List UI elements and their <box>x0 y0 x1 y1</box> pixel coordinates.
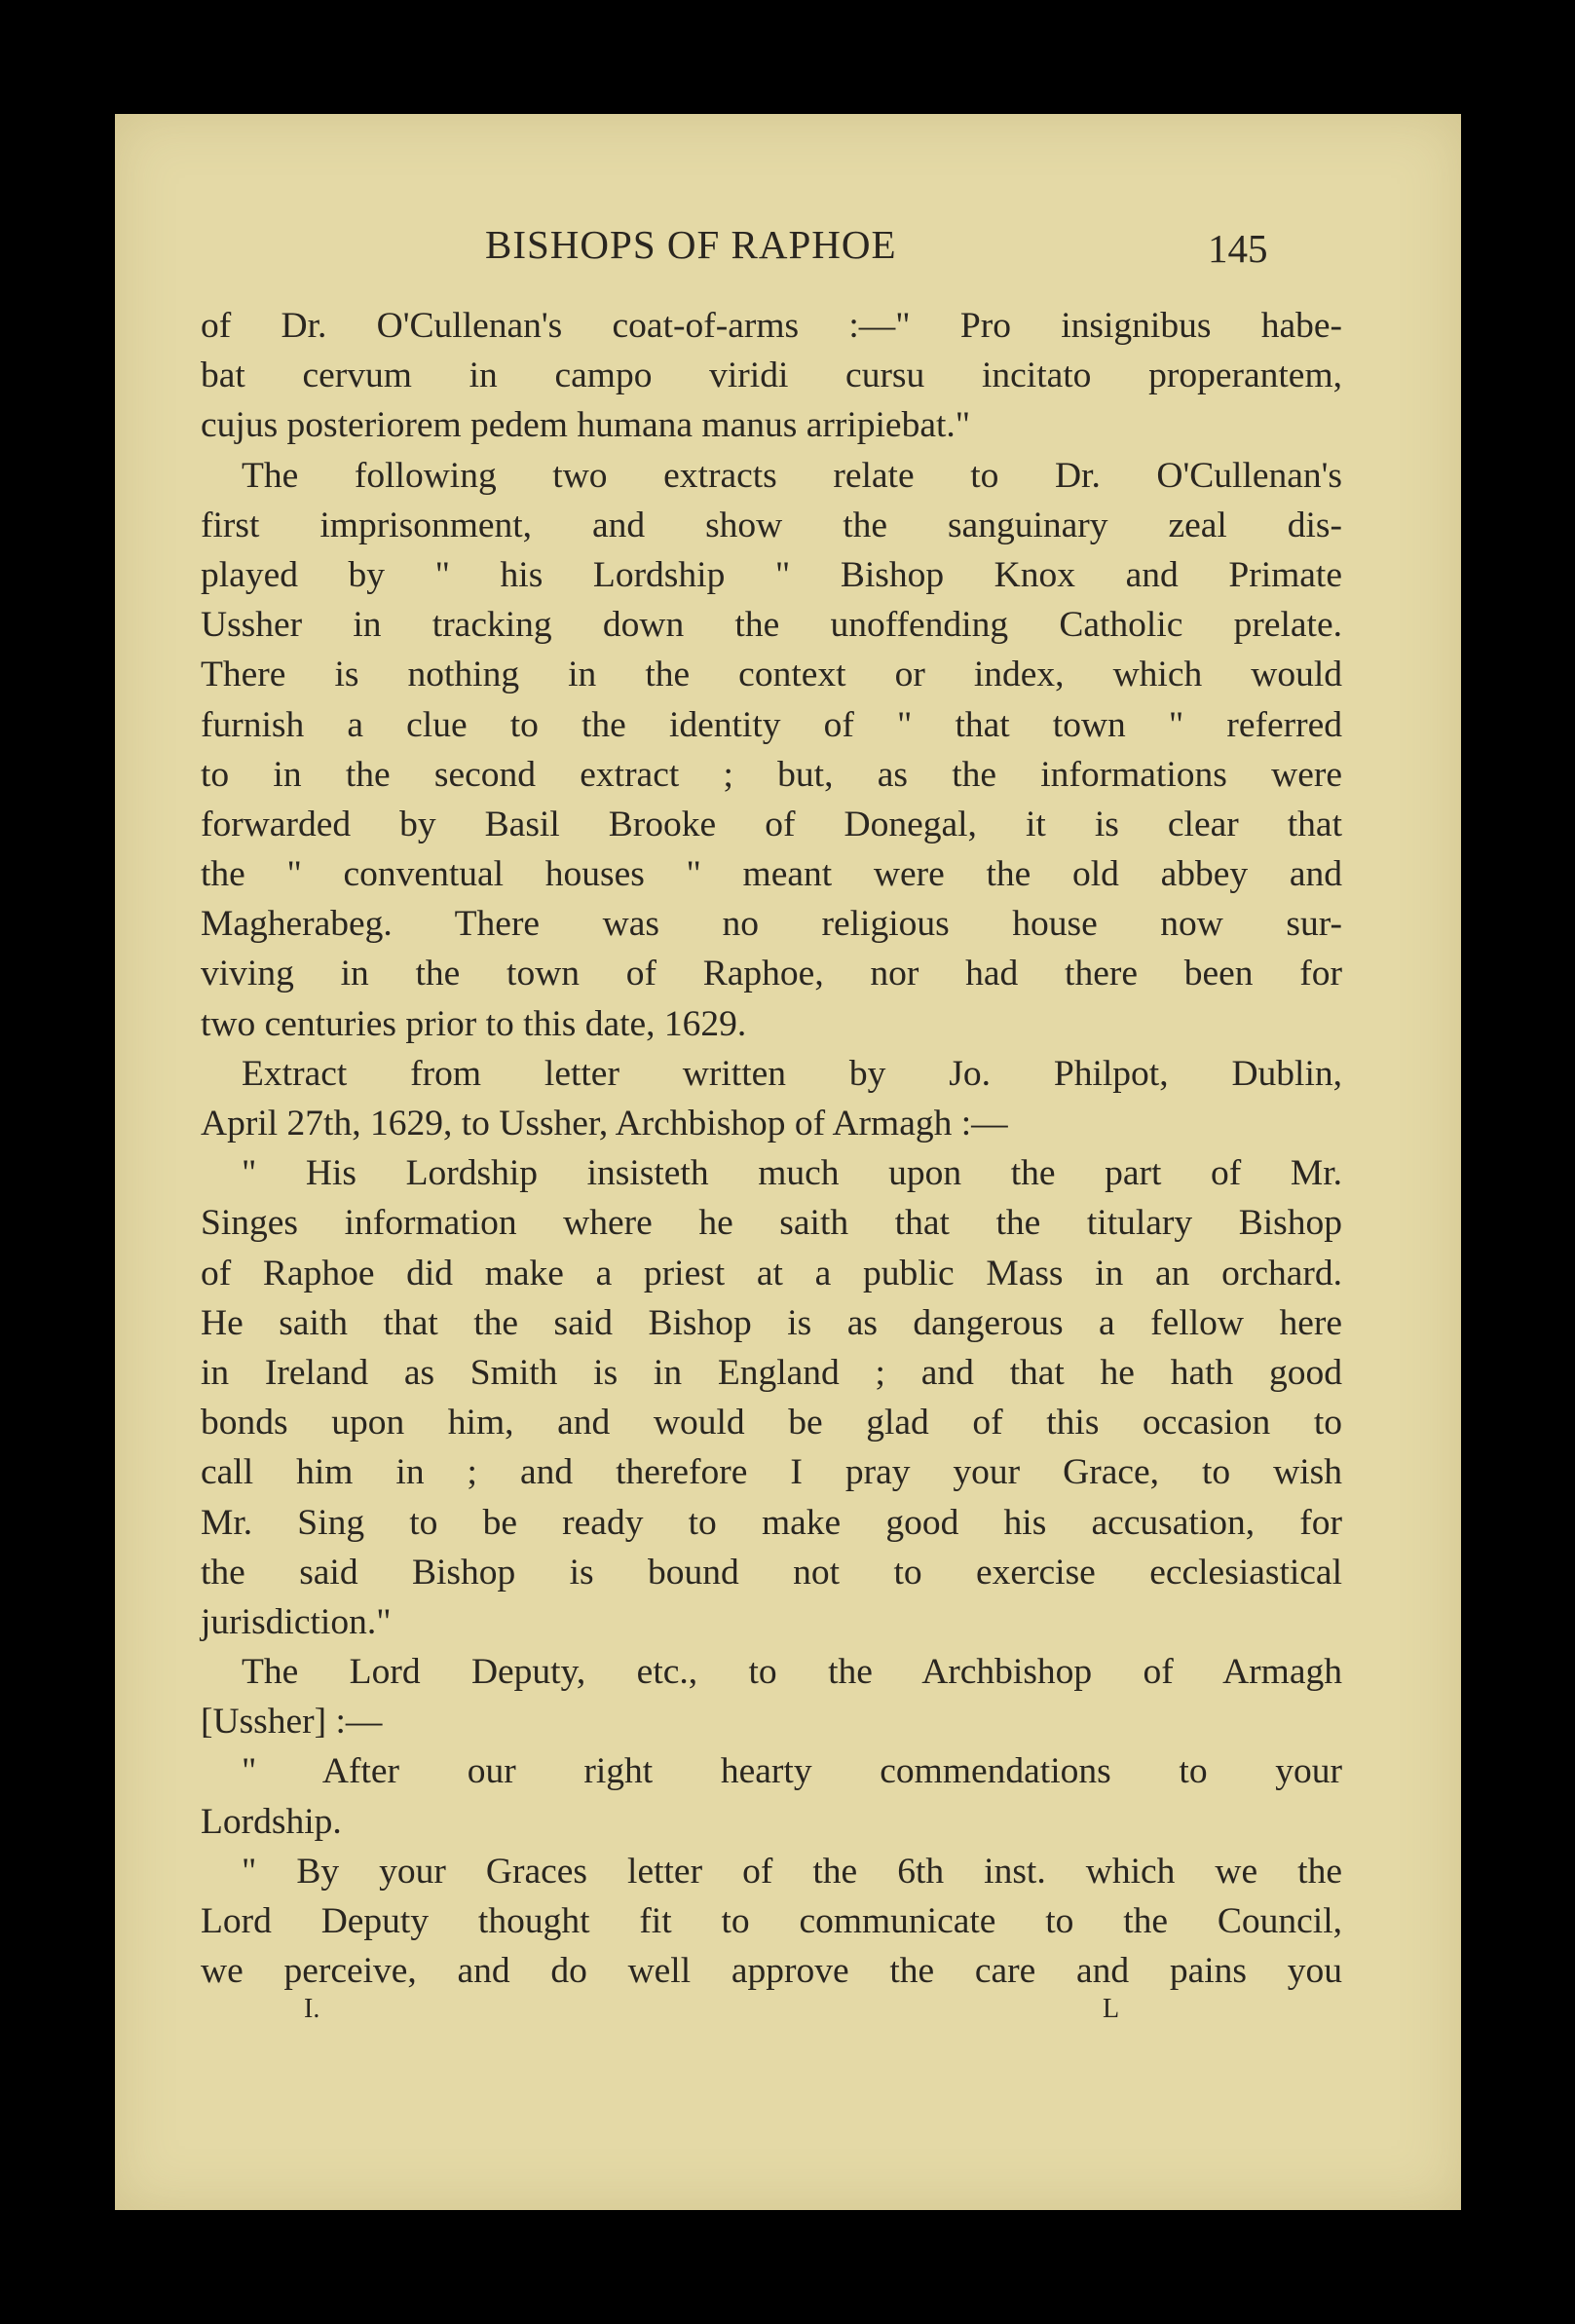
text-line: two centuries prior to this date, 1629. <box>201 1003 747 1044</box>
text-line: [Ussher] :— <box>201 1702 383 1743</box>
text-line: The following two extracts relate to Dr. O'Cullenan's <box>242 455 1342 496</box>
text-line: forwarded by Basil Brooke of Donegal, it is clear that <box>201 804 1342 844</box>
text-line: we perceive, and do well approve the care and pains you <box>201 1951 1342 1992</box>
text-line: jurisdiction." <box>201 1601 392 1642</box>
text-line: The Lord Deputy, etc., to the Archbishop of Armagh <box>242 1652 1342 1693</box>
text-line: " By your Graces letter of the 6th inst. which we the <box>242 1851 1342 1892</box>
text-line: to in the second extract ; but, as the informations were <box>201 754 1342 795</box>
running-title: BISHOPS OF RAPHOE <box>485 222 897 267</box>
text-line: " His Lordship insisteth much upon the part of Mr. <box>242 1153 1342 1194</box>
text-line: bonds upon him, and would be glad of this occasion to <box>201 1403 1342 1443</box>
text-line: Lordship. <box>201 1801 342 1842</box>
text-line: in Ireland as Smith is in England ; and that he hath good <box>201 1352 1342 1393</box>
text-line: Lord Deputy thought fit to communicate to the Council, <box>201 1901 1342 1941</box>
signature-mark-right: L <box>1103 1994 1120 2024</box>
text-line: April 27th, 1629, to Ussher, Archbishop of Armagh :— <box>201 1104 1008 1143</box>
signature-mark-left: I. <box>304 1994 320 2024</box>
running-head <box>115 221 1461 280</box>
text-line: viving in the town of Raphoe, nor had there been for <box>201 954 1342 994</box>
text-line: Singes information where he saith that the titulary Bishop <box>201 1203 1342 1244</box>
text-line: first imprisonment, and show the sanguinary zeal dis- <box>201 505 1342 545</box>
text-line: of Dr. O'Cullenan's coat-of-arms :—" Pro insignibus habe- <box>201 306 1342 346</box>
text-line: the " conventual houses " meant were the old abbey and <box>201 854 1342 895</box>
text-line: Mr. Sing to be ready to make good his accusation, for <box>201 1502 1342 1543</box>
text-line: Magherabeg. There was no religious house now sur- <box>201 904 1342 945</box>
text-line: bat cervum in campo viridi cursu incitato properantem, <box>201 356 1342 396</box>
page-number: 145 <box>1208 226 1268 271</box>
text-line: " After our right hearty commendations to your <box>242 1751 1342 1792</box>
text-line: of Raphoe did make a priest at a public Mass in an orchard. <box>201 1253 1342 1293</box>
text-line: Extract from letter written by Jo. Philpot, Dublin, <box>242 1053 1342 1094</box>
text-line: There is nothing in the context or index, which would <box>201 655 1342 695</box>
text-line: played by " his Lordship " Bishop Knox and Primate <box>201 554 1342 595</box>
book-page <box>115 114 1461 2210</box>
text-line: furnish a clue to the identity of " that town " referred <box>201 704 1342 745</box>
text-line: the said Bishop is bound not to exercise ecclesiastical <box>201 1552 1342 1593</box>
text-line: He saith that the said Bishop is as dangerous a fellow here <box>201 1302 1342 1343</box>
text-line: cujus posteriorem pedem humana manus arripiebat." <box>201 405 971 446</box>
text-line: Ussher in tracking down the unoffending Catholic prelate. <box>201 605 1342 646</box>
text-line: call him in ; and therefore I pray your Grace, to wish <box>201 1452 1342 1493</box>
body-text <box>201 301 1342 1996</box>
